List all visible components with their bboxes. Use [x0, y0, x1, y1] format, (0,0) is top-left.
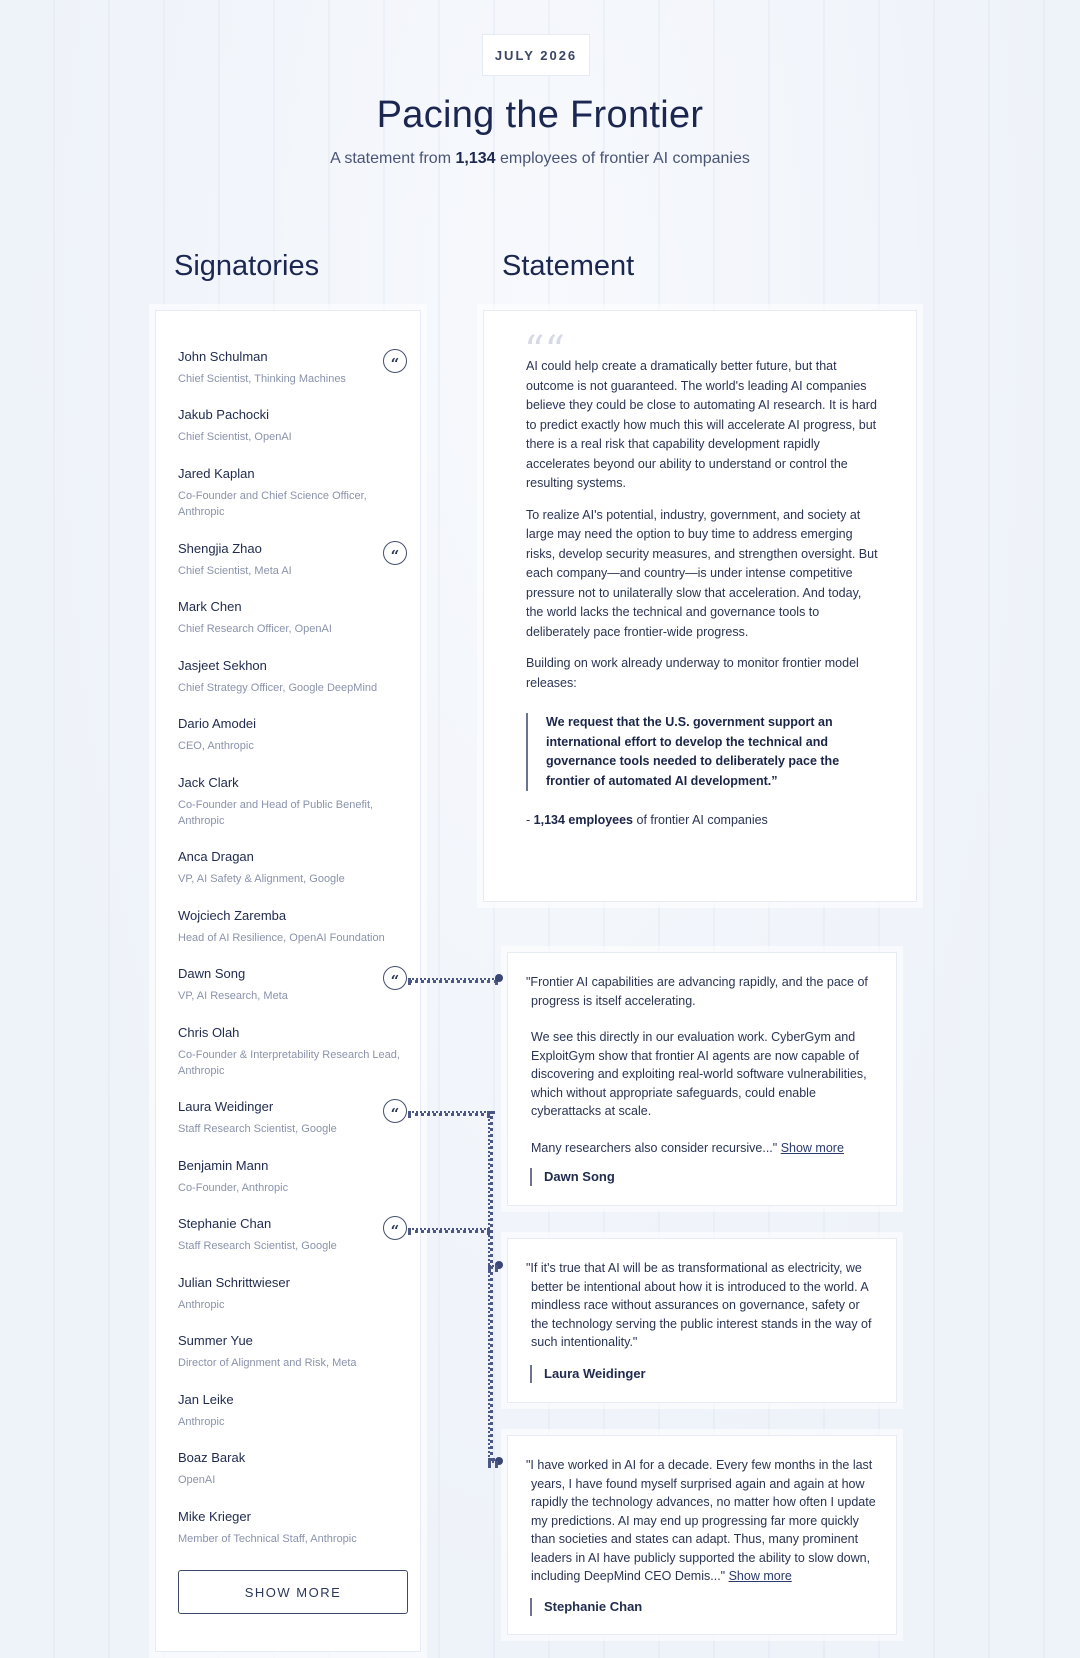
signatory-role: VP, AI Safety & Alignment, Google [178, 873, 345, 885]
quote-paragraph: We see this directly in our evaluation work. CyberGym and ExploitGym show that frontier AI agents are now capable of discovering and exploiting real-world software vulnerabilities, which without appropriate safeguards, could enable cyberattacks at scale. [531, 1030, 867, 1118]
quote-mark-icon: ““ [524, 328, 565, 374]
signature-prefix: - [526, 813, 534, 827]
statement-signature [526, 811, 882, 831]
signatory-name: Stephanie Chan [178, 1216, 272, 1231]
quote-author: Stephanie Chan [530, 1598, 642, 1616]
signatory-role: Head of AI Resilience, OpenAI Foundation [178, 932, 385, 944]
signatory-name: Dario Amodei [178, 716, 257, 731]
signatory-item [178, 1450, 408, 1488]
statement-callout: We request that the U.S. government support an international effort to develop the technical and governance tools needed to deliberately pace the frontier of automated AI development.” [526, 713, 882, 791]
connector-line [488, 1461, 498, 1466]
subtitle-count: 1,134 [455, 150, 496, 167]
signatory-item [178, 349, 408, 387]
quote-paragraph: "If it's true that AI will be as transformational as electricity, we better be intentional about how it is introduced to the world. A mindless race without assurances on governance, safety or the technology serving the public interest stands in the way of such intentionality." [526, 1261, 872, 1349]
connector-dot [495, 974, 503, 982]
signatory-item [178, 599, 408, 637]
connector-line [488, 1265, 498, 1270]
signatory-role: Chief Scientist, OpenAI [178, 431, 292, 443]
page-title: Pacing the Frontier [376, 94, 704, 136]
statement-heading: Statement [502, 250, 635, 282]
signatory-role: CEO, Anthropic [178, 740, 254, 752]
statement-paragraph: Building on work already underway to monitor frontier model releases: [526, 656, 859, 690]
signatory-item [178, 966, 408, 1004]
quote-paragraph-text: Many researchers also consider recursive..." [531, 1140, 778, 1155]
signatory-list [178, 349, 408, 1579]
subtitle-prefix: A statement from [330, 150, 456, 167]
signatory-name: Boaz Barak [178, 1450, 246, 1465]
signatory-name: Mark Chen [178, 599, 242, 614]
quote-icon[interactable]: “ [383, 1216, 407, 1240]
quote-text [526, 973, 878, 1157]
quote-text [526, 1259, 878, 1370]
signatory-name: Jared Kaplan [178, 466, 255, 481]
statement-paragraph: AI could help create a dramatically better future, but that outcome is not guaranteed. The world's leading AI companies believe they could be close to automating AI research. It is hard to predict exactly how much this will accelerate AI progress, but there is a real risk that capability development rapidly accelerates beyond our ability to understand or control the resulting systems. [526, 359, 877, 490]
quote-text [526, 1456, 878, 1586]
signatory-name: John Schulman [178, 349, 268, 364]
signatory-role: Chief Research Officer, OpenAI [178, 623, 332, 635]
signatory-item [178, 541, 408, 579]
quote-card-dawn-song [507, 952, 897, 1206]
signatory-item [178, 466, 408, 520]
signatory-name: Wojciech Zaremba [178, 908, 287, 923]
signatory-name: Laura Weidinger [178, 1099, 274, 1114]
signatory-item [178, 849, 408, 887]
signatory-item [178, 908, 408, 946]
signatory-item [178, 775, 408, 829]
signatory-role: Chief Scientist, Meta AI [178, 565, 292, 577]
quote-icon[interactable]: “ [383, 966, 407, 990]
show-more-signatories-button[interactable]: SHOW MORE [178, 1570, 408, 1614]
signatory-role: Co-Founder and Head of Public Benefit, Anthropic [178, 799, 374, 827]
connector-line [408, 978, 498, 983]
signatory-role: VP, AI Research, Meta [178, 990, 288, 1002]
signatory-item [178, 1099, 408, 1137]
signatory-name: Chris Olah [178, 1025, 240, 1040]
signatory-role: Director of Alignment and Risk, Meta [178, 1357, 357, 1369]
signatory-role: Anthropic [178, 1416, 225, 1428]
quote-icon[interactable]: “ [383, 349, 407, 373]
signatories-panel [155, 310, 421, 1652]
signature-count: 1,134 employees [533, 813, 634, 827]
quote-icon[interactable]: “ [383, 541, 407, 565]
quote-card-stephanie-chan [507, 1435, 897, 1635]
signatory-role: Staff Research Scientist, Google [178, 1240, 337, 1252]
signatory-name: Summer Yue [178, 1333, 253, 1348]
quote-paragraph [526, 1139, 878, 1158]
quote-author: Dawn Song [530, 1168, 615, 1186]
statement-body [526, 357, 882, 843]
signatory-item [178, 1216, 408, 1254]
signatory-role: Staff Research Scientist, Google [178, 1123, 337, 1135]
statement-panel [483, 310, 917, 902]
signatory-name: Jan Leike [178, 1392, 234, 1407]
date-badge: JULY 2026 [482, 34, 590, 76]
signatory-role: Chief Scientist, Thinking Machines [178, 373, 346, 385]
signatory-item [178, 1025, 408, 1079]
quote-paragraph-text: "I have worked in AI for a decade. Every few months in the last years, I have found myself surprised again and again at how rapidly the technology advances, no matter how often I update my predictions. AI may end up progressing far more quickly than societies and states can adapt. Thus, many prominent leaders in AI have publicly supported the ability to slow down, including DeepMind CEO Demis..." [526, 1458, 876, 1583]
signatory-item [178, 658, 408, 696]
page-subtitle [0, 150, 1080, 168]
signatory-name: Benjamin Mann [178, 1158, 269, 1173]
signatories-heading: Signatories [174, 250, 320, 282]
show-more-link[interactable]: Show more [728, 1569, 792, 1583]
connector-line [408, 1228, 490, 1233]
signatory-item [178, 1392, 408, 1430]
signatory-name: Jack Clark [178, 775, 239, 790]
signatory-name: Mike Krieger [178, 1509, 251, 1524]
signatory-role: Chief Strategy Officer, Google DeepMind [178, 682, 378, 694]
signatory-name: Dawn Song [178, 966, 246, 981]
quote-paragraph [526, 1456, 878, 1586]
signatory-item [178, 1275, 408, 1313]
signatory-role: Co-Founder & Interpretability Research Lead, Anthropic [178, 1049, 400, 1077]
signatory-name: Shengjia Zhao [178, 541, 262, 556]
statement-paragraph: To realize AI's potential, industry, government, and society at large may need the option to buy time to address emerging risks, develop security measures, and strengthen oversight. But each company—and country—is under intense competitive pressure not to unilaterally slow that acceleration. And today, the world lacks the technical and governance tools to deliberately pace frontier-wide progress. [526, 507, 878, 639]
signatory-name: Julian Schrittwieser [178, 1275, 290, 1290]
signatory-item [178, 716, 408, 754]
subtitle-suffix: employees of frontier AI companies [495, 150, 750, 167]
connector-line [488, 1111, 493, 1461]
signatory-item [178, 1333, 408, 1371]
connector-line [408, 1111, 490, 1116]
signatory-role: Member of Technical Staff, Anthropic [178, 1533, 357, 1545]
signatory-role: Co-Founder, Anthropic [178, 1182, 289, 1194]
signatory-item [178, 1158, 408, 1196]
signatory-name: Jasjeet Sekhon [178, 658, 267, 673]
signatory-name: Jakub Pachocki [178, 407, 270, 422]
signatory-item [178, 407, 408, 445]
signatory-role: Anthropic [178, 1299, 225, 1311]
quote-card-laura-weidinger [507, 1238, 897, 1403]
quote-author: Laura Weidinger [530, 1365, 646, 1383]
show-more-link[interactable]: Show more [780, 1140, 844, 1155]
quote-icon[interactable]: “ [383, 1099, 407, 1123]
signatory-name: Anca Dragan [178, 849, 254, 864]
signature-suffix: of frontier AI companies [633, 813, 768, 827]
signatory-item [178, 1509, 408, 1547]
signatory-role: Co-Founder and Chief Science Officer, Anthropic [178, 490, 367, 518]
quote-paragraph: "Frontier AI capabilities are advancing rapidly, and the pace of progress is itself accelerating. [526, 975, 868, 1008]
signatory-role: OpenAI [178, 1474, 216, 1486]
